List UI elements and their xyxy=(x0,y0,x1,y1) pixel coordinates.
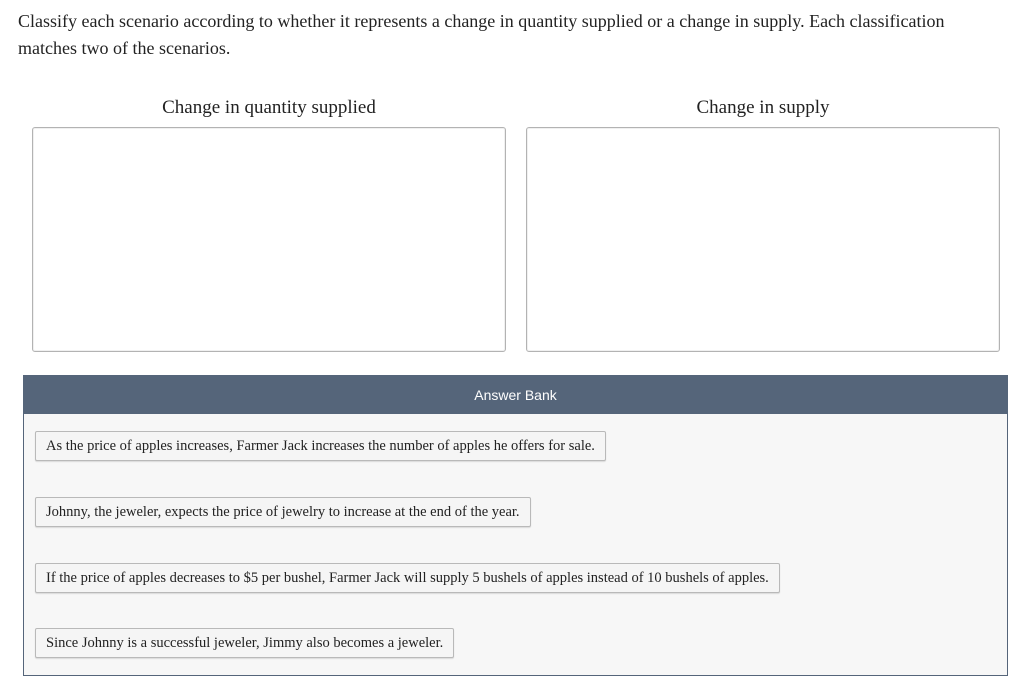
answer-bank-header: Answer Bank xyxy=(24,376,1007,414)
answer-chip-apples-price-decrease[interactable]: If the price of apples decreases to $5 per bushel, Farmer Jack will supply 5 bushels of apples instead of 10 bushels of apples. xyxy=(35,563,780,593)
question-prompt: Classify each scenario according to whether it represents a change in quantity supplied or a change in supply. Each classification matches two of the scenarios. xyxy=(18,11,945,58)
answer-bank xyxy=(23,375,1008,676)
drop-zone-quantity-supplied[interactable] xyxy=(32,127,506,352)
answer-chip-apples-price-increase[interactable]: As the price of apples increases, Farmer Jack increases the number of apples he offers for sale. xyxy=(35,431,606,461)
bin-title-supply: Change in supply xyxy=(696,97,830,118)
drop-zone-supply[interactable] xyxy=(526,127,1000,352)
answer-chip-jeweler-expects-price[interactable]: Johnny, the jeweler, expects the price of jewelry to increase at the end of the year. xyxy=(35,497,531,527)
bin-title-quantity-supplied: Change in quantity supplied xyxy=(162,97,376,118)
answer-chip-jimmy-becomes-jeweler[interactable]: Since Johnny is a successful jeweler, Jimmy also becomes a jeweler. xyxy=(35,628,454,658)
